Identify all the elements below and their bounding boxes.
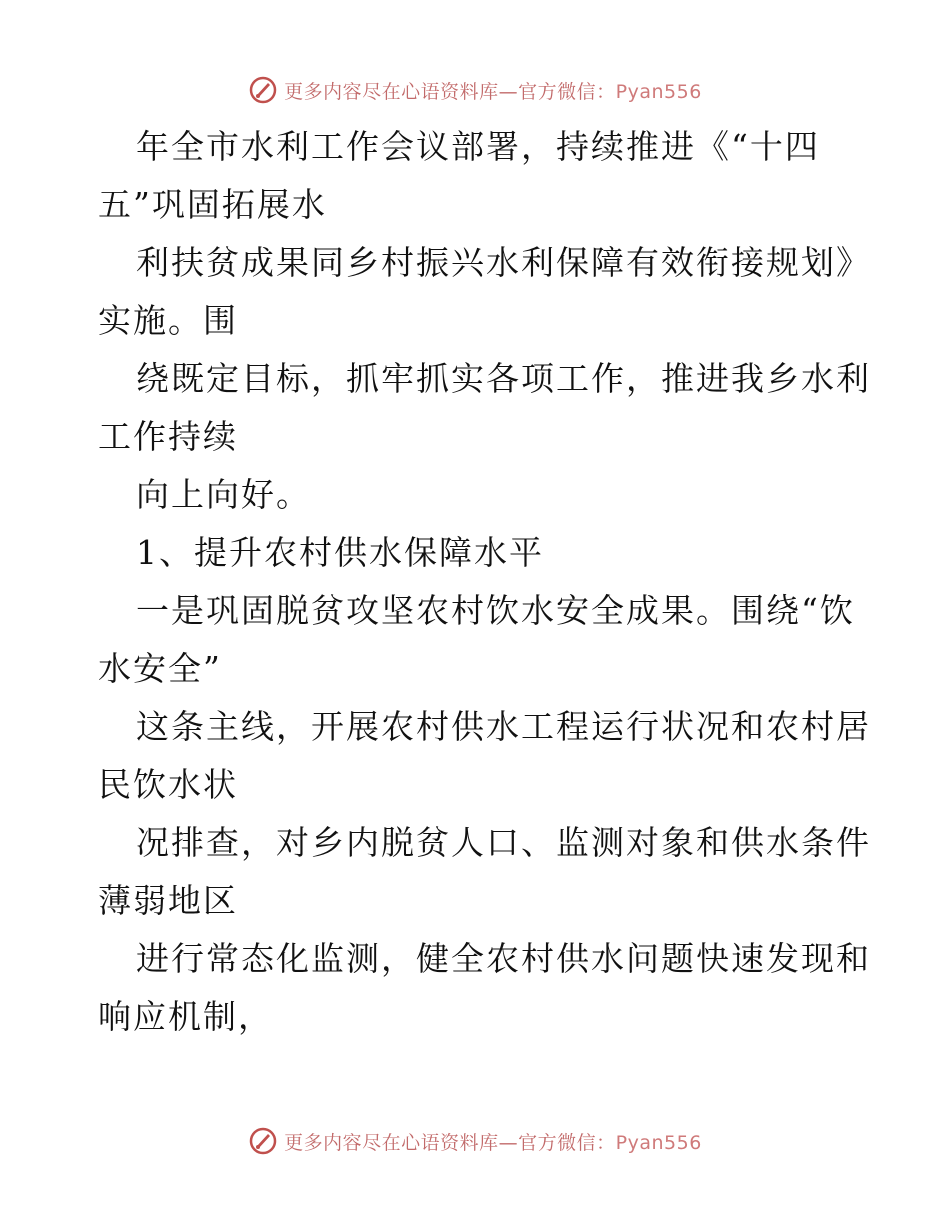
section-heading: 1、提升农村供水保障水平 bbox=[136, 533, 544, 572]
text-line: 绕既定目标，抓牢抓实各项工作，推进我乡水利 bbox=[136, 359, 871, 398]
seal-logo-icon bbox=[248, 75, 278, 105]
text-line: 工作持续 bbox=[98, 417, 238, 456]
footer-watermark bbox=[0, 1121, 950, 1161]
watermark-handle: Pyan556 bbox=[615, 1131, 702, 1154]
text-line: 利扶贫成果同乡村振兴水利保障有效衔接规划》 bbox=[136, 243, 871, 282]
text-line: 进行常态化监测，健全农村供水问题快速发现和 bbox=[136, 939, 871, 978]
watermark-handle: Pyan556 bbox=[615, 80, 702, 103]
text-line: 水安全” bbox=[98, 649, 222, 688]
text-line: 况排查，对乡内脱贫人口、监测对象和供水条件 bbox=[136, 823, 871, 862]
watermark-text bbox=[284, 77, 702, 104]
header-watermark bbox=[0, 70, 950, 110]
text-line: 五”巩固拓展水 bbox=[98, 185, 327, 224]
text-line: 民饮水状 bbox=[98, 765, 238, 804]
watermark-label: 更多内容尽在心语资料库—官方微信： bbox=[284, 1131, 616, 1154]
watermark-label: 更多内容尽在心语资料库—官方微信： bbox=[284, 80, 616, 103]
text-line: 实施。围 bbox=[98, 301, 238, 340]
text-line: 向上向好。 bbox=[136, 475, 311, 514]
seal-logo-icon bbox=[248, 1126, 278, 1156]
watermark-text bbox=[284, 1128, 702, 1155]
text-line: 一是巩固脱贫攻坚农村饮水安全成果。围绕“饮 bbox=[136, 591, 855, 630]
text-line: 薄弱地区 bbox=[98, 881, 238, 920]
text-line: 这条主线，开展农村供水工程运行状况和农村居 bbox=[136, 707, 871, 746]
text-line: 响应机制， bbox=[98, 997, 273, 1036]
text-line: 年全市水利工作会议部署，持续推进《“十四 bbox=[136, 127, 820, 166]
document-body bbox=[98, 118, 871, 1046]
